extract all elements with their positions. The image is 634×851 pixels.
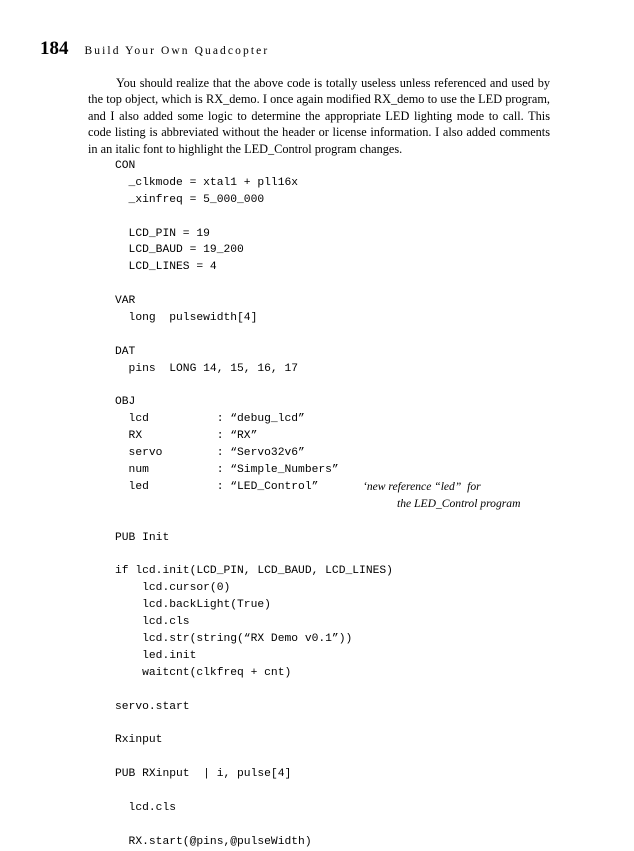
book-title: Build Your Own Quadcopter bbox=[84, 45, 270, 57]
code-line: servo : “Servo32v6” bbox=[115, 447, 305, 460]
code-line bbox=[115, 817, 595, 834]
code-line: lcd.cls bbox=[115, 801, 177, 814]
code-line bbox=[115, 496, 595, 513]
code-line bbox=[115, 715, 595, 732]
code-line: long pulsewidth[4] bbox=[115, 312, 258, 325]
code-line: lcd : “debug_lcd” bbox=[115, 413, 305, 426]
code-line: lcd.cursor(0) bbox=[115, 582, 231, 595]
code-line: lcd.cls bbox=[115, 616, 190, 629]
code-line: led.init bbox=[115, 649, 197, 662]
body-paragraph bbox=[88, 75, 550, 157]
code-line: waitcnt(clkfreq + cnt) bbox=[115, 666, 292, 679]
code-line: LCD_BAUD = 19_200 bbox=[115, 244, 244, 257]
code-line: lcd.backLight(True) bbox=[115, 599, 271, 612]
code-line: PUB Init bbox=[115, 531, 170, 544]
code-line: servo.start bbox=[115, 700, 190, 713]
code-line bbox=[115, 513, 595, 530]
code-line bbox=[115, 327, 595, 344]
code-comment-annotation: the LED_Control program bbox=[397, 496, 521, 510]
code-line: num : “Simple_Numbers” bbox=[115, 464, 339, 477]
code-line: pins LONG 14, 15, 16, 17 bbox=[115, 362, 299, 375]
code-line: led : “LED_Control” ‘new reference “led” for bbox=[115, 479, 595, 496]
page-header bbox=[40, 38, 594, 60]
code-line: RX : “RX” bbox=[115, 430, 258, 443]
code-line: PUB RXinput | i, pulse[4] bbox=[115, 768, 292, 781]
code-line: if lcd.init(LCD_PIN, LCD_BAUD, LCD_LINES) bbox=[115, 565, 393, 578]
code-line: CON bbox=[115, 160, 136, 172]
code-line: _clkmode = xtal1 + pll16x bbox=[115, 176, 299, 189]
paragraph-text: You should realize that the above code is totally useless unless referenced and used by the top object, which is RX_demo. I once again modified RX_demo to use the LED program, and I also added some logic to determine the appropriate LED lighting mode to call. This code listing is abbreviated without the header or license information. I also added comments in an italic font to highlight the LED_Control program changes. bbox=[88, 76, 550, 156]
code-line: OBJ bbox=[115, 396, 136, 409]
code-line: LCD_LINES = 4 bbox=[115, 261, 217, 274]
code-line bbox=[115, 209, 595, 226]
code-line bbox=[115, 749, 595, 766]
code-line bbox=[115, 783, 595, 800]
code-line: LCD_PIN = 19 bbox=[115, 227, 210, 240]
code-line: Rxinput bbox=[115, 734, 163, 747]
code-comment-annotation: ‘new reference “led” for bbox=[363, 479, 481, 493]
code-line: VAR bbox=[115, 295, 136, 308]
code-listing bbox=[115, 158, 595, 851]
page-number: 184 bbox=[40, 38, 69, 59]
code-line bbox=[115, 682, 595, 699]
code-line: lcd.str(string(“RX Demo v0.1”)) bbox=[115, 632, 353, 645]
code-line bbox=[115, 276, 595, 293]
code-line: RX.start(@pins,@pulseWidth) bbox=[115, 835, 312, 848]
code-line: DAT bbox=[115, 345, 136, 358]
code-line: _xinfreq = 5_000_000 bbox=[115, 193, 265, 206]
code-line bbox=[115, 378, 595, 395]
code-line bbox=[115, 546, 595, 563]
